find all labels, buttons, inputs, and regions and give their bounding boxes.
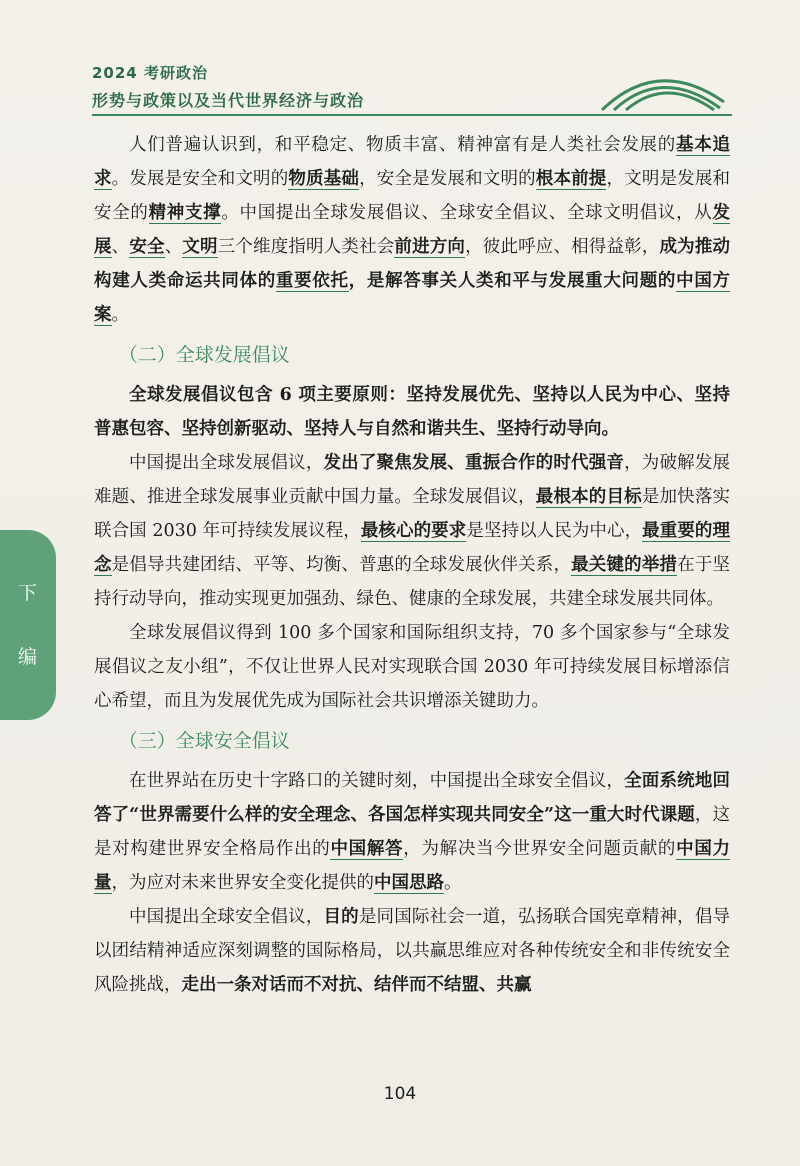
text-run: 三个维度指明人类社会	[217, 237, 395, 257]
paragraph-1	[94, 128, 730, 332]
key-term: 最关键的举措	[571, 555, 678, 575]
key-term: 基本追求	[94, 135, 730, 189]
arc-logo-icon	[598, 62, 728, 112]
paragraph-3	[94, 446, 730, 616]
key-term: 物质基础	[288, 169, 360, 189]
text-run: 。	[111, 305, 129, 325]
text-run: 是倡导共建团结、平等、均衡、普惠的全球发展伙伴关系，	[111, 555, 572, 575]
bold-text: 全面系统地回答了“世界需要什么样的安全理念、各国怎样实现共同安全”这一重大时代课题	[94, 771, 731, 825]
part-tab	[0, 530, 56, 720]
text-run: 、	[164, 237, 183, 257]
header-subtitle: 形势与政策以及当代世界经济与政治	[92, 91, 365, 110]
text-run: ，文明是发展和安全的	[94, 169, 731, 223]
key-term: 中国力量	[94, 839, 731, 893]
key-term: 中国思路	[374, 873, 444, 893]
text-run: ，为应对未来世界安全变化提供的	[111, 873, 374, 893]
text-run: 是坚持以人民为中心，	[466, 521, 643, 541]
key-term: 最核心的要求	[360, 521, 467, 541]
text-run: 。中国提出全球发展倡议、全球安全倡议、全球文明倡议，从	[221, 203, 713, 223]
text-run: 是同国际社会一道，弘扬联合国宪章精神，倡导以团结精神适应深刻调整的国际格局，以共赢思维应对各种传统安全和非传统安全风险挑战，	[94, 907, 731, 995]
key-term: 重要依托	[275, 271, 349, 291]
section-heading-global-security: （三）全球安全倡议	[118, 730, 290, 752]
bold-text: 走出一条对话而不对抗、结伴而不结盟、共赢	[181, 975, 532, 995]
text-run: 。发展是安全和文明的	[111, 169, 289, 189]
key-term: 最重要的理念	[94, 521, 731, 575]
paragraph-2: 全球发展倡议包含 6 项主要原则：坚持发展优先、坚持以人民为中心、坚持普惠包容、坚持创新驱动、坚持人与自然和谐共生、坚持行动导向。	[94, 385, 730, 439]
header-rule	[92, 114, 732, 116]
text-run: 中国提出全球安全倡议，	[129, 907, 324, 927]
key-term: 前进方向	[394, 237, 466, 257]
text-run: ，为解决当今世界安全问题贡献的	[403, 839, 677, 859]
section-heading-global-development: （二）全球发展倡议	[118, 344, 290, 366]
key-term: 根本前提	[535, 169, 607, 189]
text-run: 在于坚持行动导向，推动实现更加强劲、绿色、健康的全球发展，共建全球发展共同体。	[94, 555, 731, 609]
key-term: 发展	[94, 203, 731, 257]
key-term: 中国解答	[330, 839, 404, 859]
paragraph-4: 全球发展倡议得到 100 多个国家和国际组织支持，70 多个国家参与“全球发展倡议之友小组”，不仅让世界人民对实现联合国 2030 年可持续发展目标增添信心希望，而且为发展优先成为国际社会共识增添关键助力。	[94, 623, 730, 711]
bold-text: 目的	[323, 907, 359, 927]
key-term: 安全	[129, 237, 165, 257]
key-term: 最根本的目标	[535, 487, 642, 507]
key-term: 中国方案	[94, 271, 731, 325]
key-term: 精神支撑	[148, 203, 222, 223]
text-run: ，彼此呼应、相得益彰，	[465, 237, 660, 257]
text-run: ，安全是发展和文明的	[359, 169, 536, 189]
text-run: ，这是对构建世界安全格局作出的	[94, 805, 730, 859]
header-title: 2024 考研政治	[92, 64, 208, 82]
page-number: 104	[383, 1084, 417, 1104]
part-tab-char-1: 下	[18, 582, 38, 604]
part-tab-char-2: 编	[18, 646, 38, 668]
key-term: 文明	[182, 237, 218, 257]
bold-text: 发出了聚焦发展、重振合作的时代强音	[323, 453, 625, 473]
paragraph-5	[94, 764, 730, 900]
page-content	[94, 128, 730, 1002]
text-run: 人们普遍认识到，和平稳定、物质丰富、精神富有是人类社会发展的	[129, 135, 677, 155]
text-run: 是加快落实联合国 2030 年可持续发展议程，	[94, 487, 731, 541]
text-run: 在世界站在历史十字路口的关键时刻，中国提出全球安全倡议，	[129, 771, 625, 791]
bold-text: ，是解答事关人类和平与发展重大问题的	[348, 271, 677, 291]
text-run: 。	[444, 873, 462, 893]
text-run: 中国提出全球发展倡议，	[129, 453, 324, 473]
bold-text: 成为推动构建人类命运共同体的	[94, 237, 731, 291]
text-run: 、	[111, 237, 130, 257]
paragraph-6	[94, 900, 730, 1002]
text-run: ，为破解发展难题、推进全球发展事业贡献中国力量。全球发展倡议，	[94, 453, 731, 507]
